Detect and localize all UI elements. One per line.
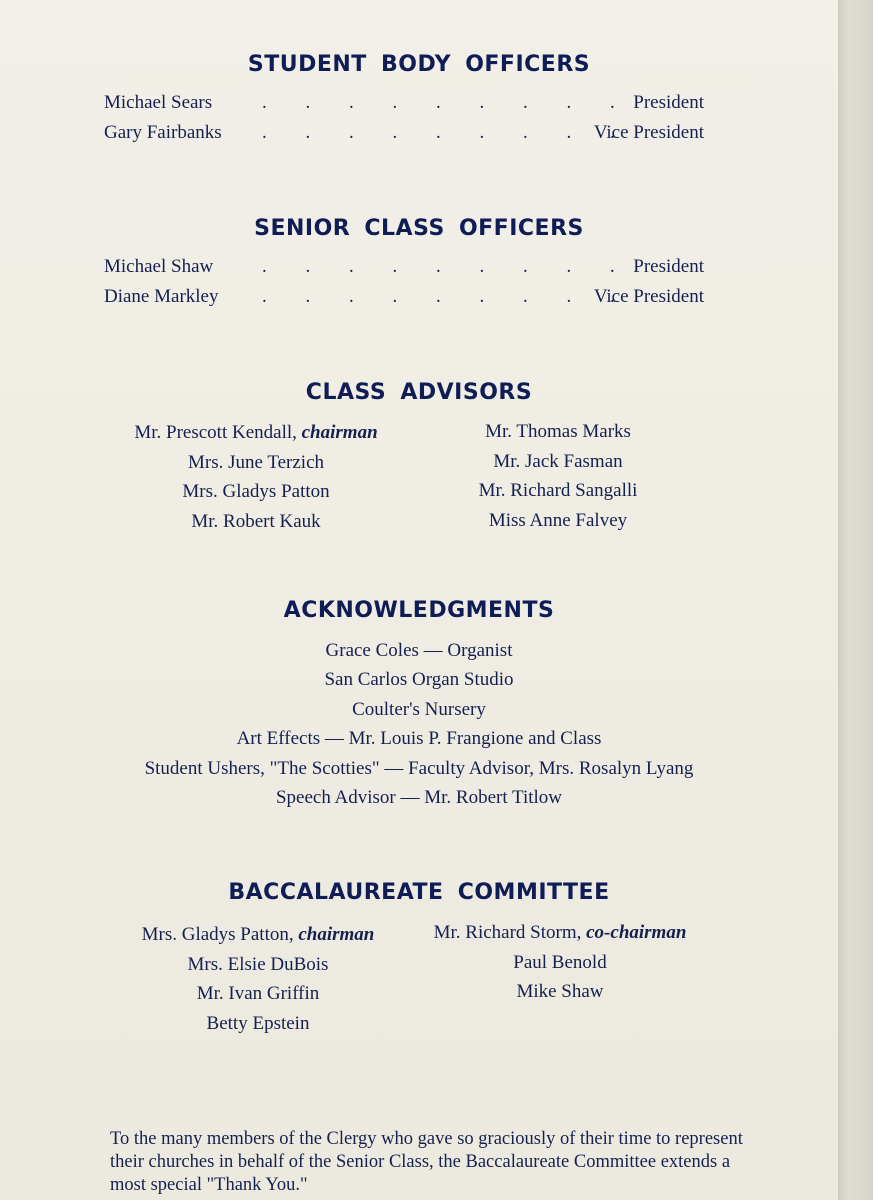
advisor-name: Mr. Thomas Marks (485, 421, 631, 442)
committee-chair (118, 920, 398, 950)
acknowledgment-line: San Carlos Organ Studio (324, 669, 514, 691)
acknowledgments-heading: ACKNOWLEDGMENTS (283, 598, 555, 623)
dot-leader: . . . . . . . . . (262, 286, 615, 307)
officer-name: Michael Sears (104, 92, 213, 113)
acknowledgment-line: Art Effects — Mr. Louis P. Frangione and Class (236, 728, 602, 750)
chair-title: chairman (298, 924, 375, 945)
committee-cochair (412, 918, 708, 948)
advisor-name: Mr. Jack Fasman (493, 450, 623, 472)
dot-leader: . . . . . . . . . (262, 92, 615, 113)
advisor-name: Miss Anne Falvey (488, 510, 628, 532)
member-name: Mrs. Gladys Patton, (141, 924, 294, 945)
member-name: Mr. Richard Storm, (433, 922, 582, 943)
member-name: Mr. Ivan Griffin (196, 983, 320, 1005)
advisors-left-column (106, 418, 406, 537)
member-name: Betty Epstein (206, 1013, 310, 1035)
committee-right-column (412, 918, 708, 1007)
member-name: Mrs. Elsie DuBois (187, 953, 329, 975)
acknowledgment-line: Speech Advisor — Mr. Robert Titlow (275, 786, 563, 808)
advisor-name: Mr. Prescott Kendall, (134, 422, 297, 443)
acknowledgment-line: Grace Coles — Organist (325, 640, 513, 661)
acknowledgment-line: Student Ushers, "The Scotties" — Faculty Advisor, Mrs. Rosalyn Lyang (144, 757, 694, 779)
baccalaureate-heading: BACCALAUREATE COMMITTEE (228, 880, 610, 905)
officer-role: Vice President (593, 286, 704, 307)
chair-title: chairman (301, 422, 378, 443)
page-edge (838, 0, 873, 1200)
advisor-chair (106, 418, 406, 448)
officer-row (104, 286, 704, 312)
cochair-title: co-chairman (586, 922, 687, 943)
committee-left-column (118, 920, 398, 1039)
advisor-name: Mr. Richard Sangalli (478, 480, 638, 502)
officer-name: Michael Shaw (104, 256, 214, 277)
advisor-name: Mrs. Gladys Patton (182, 481, 330, 503)
officer-role: President (633, 92, 704, 113)
acknowledgments-list (0, 636, 838, 812)
officer-row (104, 256, 704, 282)
class-advisors-heading: CLASS ADVISORS (305, 380, 533, 405)
dot-leader: . . . . . . . . . (262, 122, 615, 143)
officer-name: Gary Fairbanks (104, 122, 222, 143)
senior-class-heading: SENIOR CLASS OFFICERS (254, 216, 584, 241)
officer-row (104, 122, 704, 148)
member-name: Mike Shaw (516, 981, 604, 1003)
advisors-right-column (428, 417, 688, 536)
advisor-name: Mr. Robert Kauk (191, 511, 321, 533)
officer-role: President (633, 256, 704, 277)
member-name: Paul Benold (513, 951, 607, 973)
officer-role: Vice President (593, 122, 704, 143)
closing-note: To the many members of the Clergy who gave so graciously of their time to represent their churches in behalf of the Senior Class, the Baccalaureate Committee extends a most special "Thank You." (110, 1129, 743, 1195)
officer-name: Diane Markley (104, 286, 219, 307)
officer-row (104, 92, 704, 118)
advisor-name: Mrs. June Terzich (187, 451, 325, 473)
acknowledgment-line: Coulter's Nursery (352, 698, 486, 720)
dot-leader: . . . . . . . . . (262, 256, 615, 277)
student-body-heading: STUDENT BODY OFFICERS (247, 52, 591, 77)
